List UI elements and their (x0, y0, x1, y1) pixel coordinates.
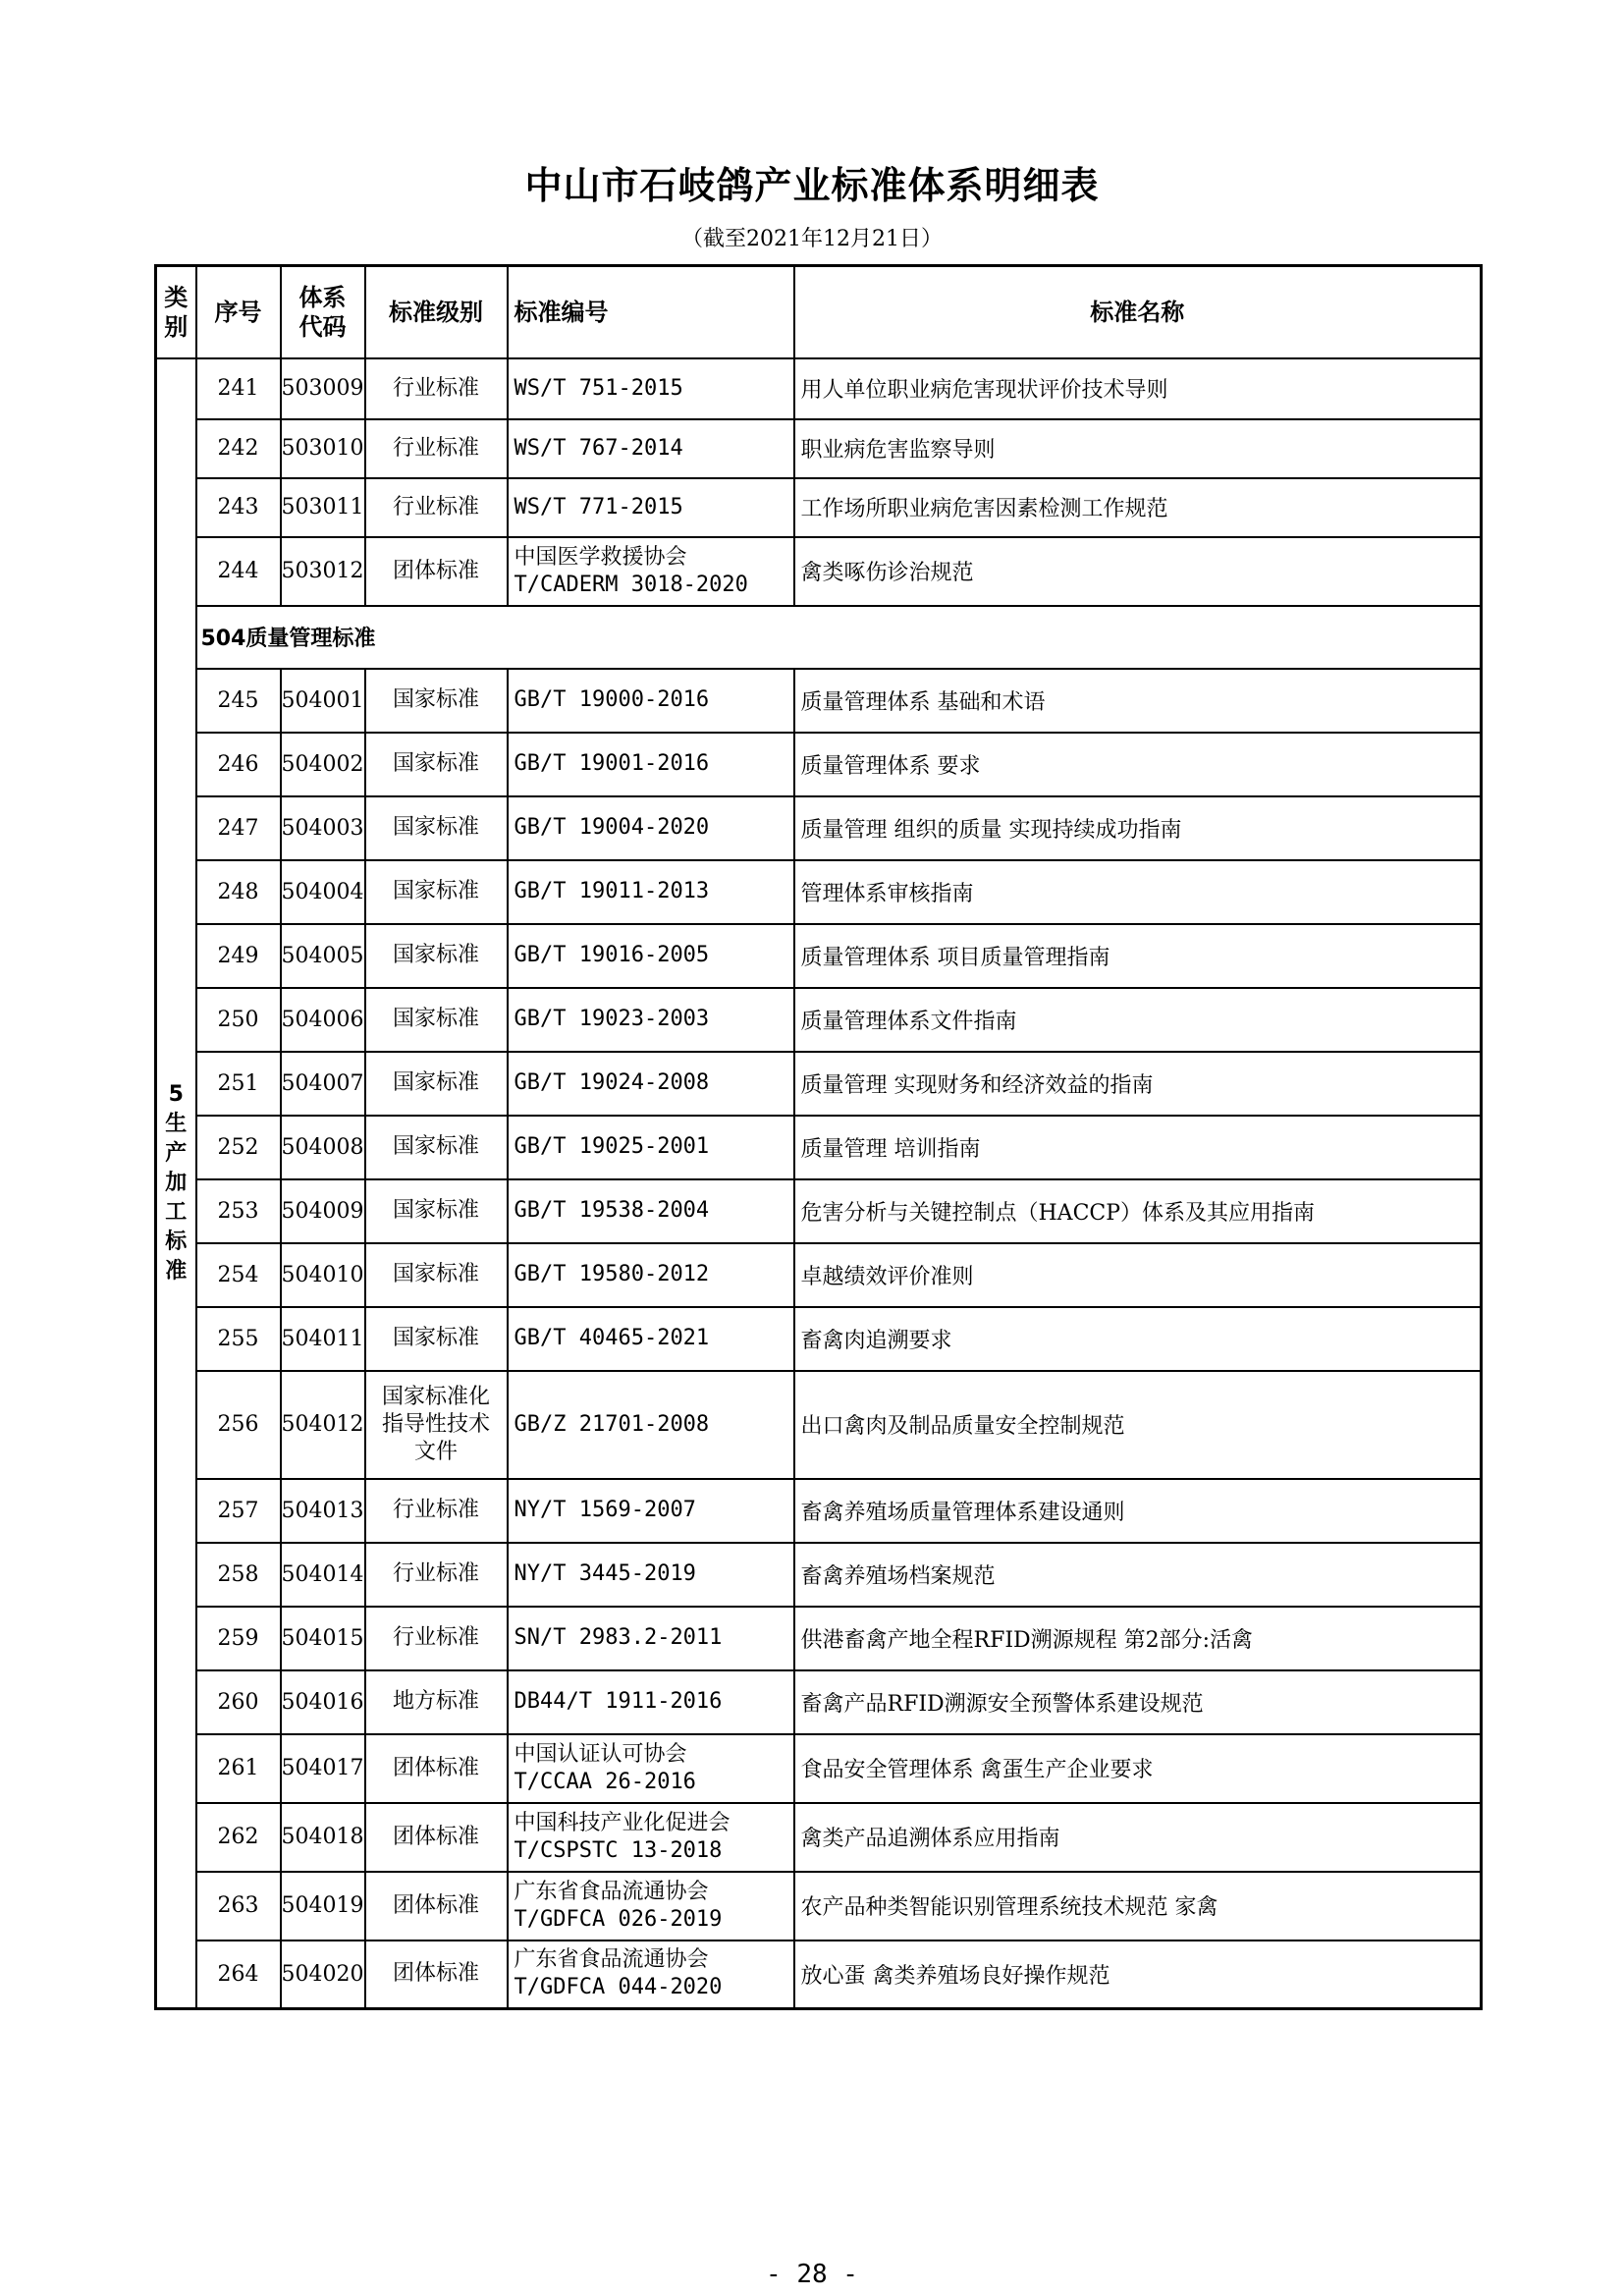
seq-cell: 249 (196, 924, 281, 988)
level-cell: 团体标准 (365, 1941, 508, 2009)
code-cell: 504012 (281, 1371, 365, 1479)
name-cell: 质量管理 实现财务和经济效益的指南 (794, 1052, 1482, 1116)
name-cell: 质量管理 培训指南 (794, 1116, 1482, 1179)
code-cell: 503011 (281, 478, 365, 537)
name-cell: 工作场所职业病危害因素检测工作规范 (794, 478, 1482, 537)
number-cell: GB/T 19000-2016 (508, 669, 794, 733)
number-cell: GB/T 19004-2020 (508, 796, 794, 860)
seq-cell: 257 (196, 1479, 281, 1543)
code-cell: 504003 (281, 796, 365, 860)
table-row (156, 1872, 1482, 1941)
table-row (156, 796, 1482, 860)
number-cell: SN/T 2983.2-2011 (508, 1607, 794, 1670)
name-cell: 畜禽肉追溯要求 (794, 1307, 1482, 1371)
level-cell: 国家标准 (365, 988, 508, 1052)
name-cell: 畜禽养殖场质量管理体系建设通则 (794, 1479, 1482, 1543)
seq-cell: 262 (196, 1803, 281, 1872)
code-cell: 504011 (281, 1307, 365, 1371)
level-cell: 国家标准 (365, 796, 508, 860)
code-cell: 504007 (281, 1052, 365, 1116)
level-cell: 行业标准 (365, 419, 508, 478)
table-row (156, 478, 1482, 537)
seq-cell: 261 (196, 1734, 281, 1803)
level-cell: 国家标准 (365, 1307, 508, 1371)
number-cell: GB/T 19001-2016 (508, 733, 794, 796)
level-cell: 团体标准 (365, 1734, 508, 1803)
number-cell: 广东省食品流通协会 T/GDFCA 044-2020 (508, 1941, 794, 2009)
number-cell: WS/T 767-2014 (508, 419, 794, 478)
number-cell: 中国医学救援协会 T/CADERM 3018-2020 (508, 537, 794, 606)
code-cell: 504004 (281, 860, 365, 924)
code-cell: 504019 (281, 1872, 365, 1941)
code-cell: 504017 (281, 1734, 365, 1803)
seq-cell: 251 (196, 1052, 281, 1116)
number-cell: GB/T 40465-2021 (508, 1307, 794, 1371)
code-cell: 504009 (281, 1179, 365, 1243)
table-row (156, 1543, 1482, 1607)
level-cell: 国家标准 (365, 924, 508, 988)
level-cell: 行业标准 (365, 478, 508, 537)
number-cell: 广东省食品流通协会 T/GDFCA 026-2019 (508, 1872, 794, 1941)
code-cell: 504008 (281, 1116, 365, 1179)
table-row (156, 924, 1482, 988)
seq-cell: 245 (196, 669, 281, 733)
level-cell: 国家标准 (365, 733, 508, 796)
number-cell: GB/T 19011-2013 (508, 860, 794, 924)
table-row (156, 537, 1482, 606)
code-cell: 504015 (281, 1607, 365, 1670)
number-cell: GB/T 19538-2004 (508, 1179, 794, 1243)
table-row (156, 1803, 1482, 1872)
seq-cell: 247 (196, 796, 281, 860)
name-cell: 用人单位职业病危害现状评价技术导则 (794, 358, 1482, 419)
level-cell: 团体标准 (365, 537, 508, 606)
seq-cell: 256 (196, 1371, 281, 1479)
level-cell: 国家标准化 指导性技术 文件 (365, 1371, 508, 1479)
code-cell: 504016 (281, 1670, 365, 1734)
seq-cell: 253 (196, 1179, 281, 1243)
seq-cell: 242 (196, 419, 281, 478)
code-cell: 504020 (281, 1941, 365, 2009)
code-cell: 503012 (281, 537, 365, 606)
number-cell: GB/T 19023-2003 (508, 988, 794, 1052)
table-row (156, 419, 1482, 478)
table-row (156, 1371, 1482, 1479)
table-row (156, 1116, 1482, 1179)
number-cell: GB/T 19024-2008 (508, 1052, 794, 1116)
section-label: 504质量管理标准 (196, 606, 1482, 669)
seq-cell: 260 (196, 1670, 281, 1734)
number-cell: GB/T 19025-2001 (508, 1116, 794, 1179)
seq-cell: 246 (196, 733, 281, 796)
level-cell: 团体标准 (365, 1872, 508, 1941)
name-cell: 管理体系审核指南 (794, 860, 1482, 924)
name-cell: 质量管理体系 项目质量管理指南 (794, 924, 1482, 988)
seq-cell: 254 (196, 1243, 281, 1307)
name-cell: 质量管理体系 要求 (794, 733, 1482, 796)
seq-cell: 255 (196, 1307, 281, 1371)
name-cell: 供港畜禽产地全程RFID溯源规程 第2部分:活禽 (794, 1607, 1482, 1670)
table-row (156, 860, 1482, 924)
category-cell: 5 生 产 加 工 标 准 (156, 358, 196, 2009)
number-cell: GB/T 19016-2005 (508, 924, 794, 988)
section-row (156, 606, 1482, 669)
name-cell: 质量管理体系文件指南 (794, 988, 1482, 1052)
name-cell: 职业病危害监察导则 (794, 419, 1482, 478)
header-level: 标准级别 (365, 266, 508, 358)
number-cell: DB44/T 1911-2016 (508, 1670, 794, 1734)
level-cell: 行业标准 (365, 1543, 508, 1607)
name-cell: 禽类啄伤诊治规范 (794, 537, 1482, 606)
name-cell: 食品安全管理体系 禽蛋生产企业要求 (794, 1734, 1482, 1803)
header-category: 类 别 (156, 266, 196, 358)
table-row (156, 1941, 1482, 2009)
name-cell: 质量管理体系 基础和术语 (794, 669, 1482, 733)
table-row (156, 988, 1482, 1052)
header-row (156, 266, 1482, 358)
table-row (156, 1052, 1482, 1116)
level-cell: 行业标准 (365, 1479, 508, 1543)
seq-cell: 244 (196, 537, 281, 606)
seq-cell: 252 (196, 1116, 281, 1179)
name-cell: 放心蛋 禽类养殖场良好操作规范 (794, 1941, 1482, 2009)
number-cell: WS/T 771-2015 (508, 478, 794, 537)
code-cell: 504018 (281, 1803, 365, 1872)
header-code: 体系 代码 (281, 266, 365, 358)
number-cell: GB/T 19580-2012 (508, 1243, 794, 1307)
standards-table (154, 264, 1483, 2010)
level-cell: 行业标准 (365, 358, 508, 419)
name-cell: 畜禽产品RFID溯源安全预警体系建设规范 (794, 1670, 1482, 1734)
code-cell: 504014 (281, 1543, 365, 1607)
table-row (156, 1479, 1482, 1543)
code-cell: 504010 (281, 1243, 365, 1307)
number-cell: 中国科技产业化促进会 T/CSPSTC 13-2018 (508, 1803, 794, 1872)
level-cell: 国家标准 (365, 860, 508, 924)
table-row (156, 669, 1482, 733)
seq-cell: 243 (196, 478, 281, 537)
page-subtitle: （截至2021年12月21日） (681, 227, 943, 251)
code-cell: 504013 (281, 1479, 365, 1543)
number-cell: WS/T 751-2015 (508, 358, 794, 419)
code-cell: 504005 (281, 924, 365, 988)
number-cell: GB/Z 21701-2008 (508, 1371, 794, 1479)
code-cell: 503009 (281, 358, 365, 419)
table-row (156, 1179, 1482, 1243)
header-seq: 序号 (196, 266, 281, 358)
name-cell: 质量管理 组织的质量 实现持续成功指南 (794, 796, 1482, 860)
seq-cell: 259 (196, 1607, 281, 1670)
header-name: 标准名称 (794, 266, 1482, 358)
table-row (156, 1670, 1482, 1734)
code-cell: 503010 (281, 419, 365, 478)
table-row (156, 1734, 1482, 1803)
name-cell: 农产品种类智能识别管理系统技术规范 家禽 (794, 1872, 1482, 1941)
level-cell: 国家标准 (365, 669, 508, 733)
seq-cell: 264 (196, 1941, 281, 2009)
table-row (156, 1607, 1482, 1670)
seq-cell: 241 (196, 358, 281, 419)
level-cell: 国家标准 (365, 1243, 508, 1307)
level-cell: 国家标准 (365, 1116, 508, 1179)
level-cell: 团体标准 (365, 1803, 508, 1872)
number-cell: NY/T 3445-2019 (508, 1543, 794, 1607)
page-title: 中山市石岐鸽产业标准体系明细表 (524, 164, 1100, 207)
code-cell: 504002 (281, 733, 365, 796)
seq-cell: 263 (196, 1872, 281, 1941)
name-cell: 危害分析与关键控制点（HACCP）体系及其应用指南 (794, 1179, 1482, 1243)
page-number: - 28 - (766, 2260, 858, 2289)
header-number: 标准编号 (508, 266, 794, 358)
table-row (156, 1307, 1482, 1371)
level-cell: 国家标准 (365, 1179, 508, 1243)
code-cell: 504001 (281, 669, 365, 733)
number-cell: NY/T 1569-2007 (508, 1479, 794, 1543)
seq-cell: 258 (196, 1543, 281, 1607)
seq-cell: 250 (196, 988, 281, 1052)
name-cell: 畜禽养殖场档案规范 (794, 1543, 1482, 1607)
seq-cell: 248 (196, 860, 281, 924)
level-cell: 国家标准 (365, 1052, 508, 1116)
table-row (156, 733, 1482, 796)
number-cell: 中国认证认可协会 T/CCAA 26-2016 (508, 1734, 794, 1803)
level-cell: 行业标准 (365, 1607, 508, 1670)
code-cell: 504006 (281, 988, 365, 1052)
table-row (156, 1243, 1482, 1307)
level-cell: 地方标准 (365, 1670, 508, 1734)
name-cell: 出口禽肉及制品质量安全控制规范 (794, 1371, 1482, 1479)
name-cell: 卓越绩效评价准则 (794, 1243, 1482, 1307)
table-row (156, 358, 1482, 419)
name-cell: 禽类产品追溯体系应用指南 (794, 1803, 1482, 1872)
